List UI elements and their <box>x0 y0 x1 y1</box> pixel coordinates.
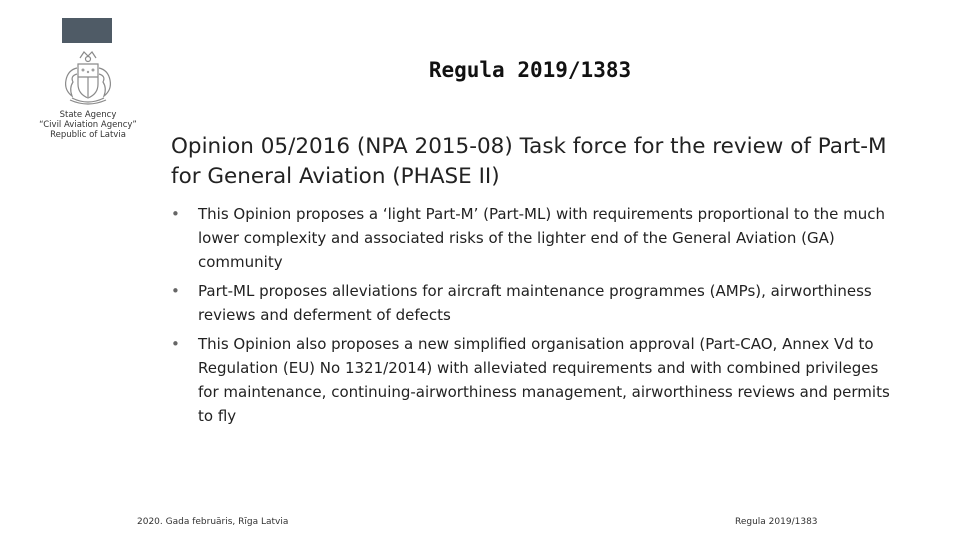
agency-name-line: “Civil Aviation Agency” <box>39 120 137 130</box>
bullet-list <box>171 202 891 433</box>
bullet-item <box>171 202 891 274</box>
header-color-block <box>62 18 112 43</box>
bullet-text: Part-ML proposes alleviations for aircraft maintenance programmes (AMPs), airworthiness reviews and deferment of defects <box>198 282 872 324</box>
bullet-item <box>171 332 891 428</box>
bullet-text: This Opinion also proposes a new simplified organisation approval (Part-CAO, Annex Vd to Regulation (EU) No 1321/2014) with alleviated requirements and with combined privileges for maintenance, continuing-airworthiness management, airworthiness reviews and permits to fly <box>198 335 890 425</box>
agency-name-line: State Agency <box>59 110 117 120</box>
bullet-item <box>171 279 891 327</box>
latvia-coat-of-arms-icon <box>58 50 118 108</box>
slide-subtitle: Opinion 05/2016 (NPA 2015-08) Task force for the review of Part-M for General Aviation (PHASE II) <box>171 134 887 189</box>
bullet-icon: • <box>171 205 180 223</box>
agency-name <box>36 110 140 140</box>
agency-name-line: Republic of Latvia <box>50 130 126 140</box>
bullet-text: This Opinion proposes a ‘light Part-M’ (Part-ML) with requirements proportional to the much lower complexity and associated risks of the lighter end of the General Aviation (GA) community <box>198 205 886 271</box>
footer-title: Regula 2019/1383 <box>735 517 818 527</box>
agency-logo <box>36 50 140 148</box>
slide-title: Regula 2019/1383 <box>428 58 632 82</box>
bullet-icon: • <box>171 282 180 300</box>
footer-date: 2020. Gada februāris, Rīga Latvia <box>137 517 289 527</box>
bullet-icon: • <box>171 335 180 353</box>
